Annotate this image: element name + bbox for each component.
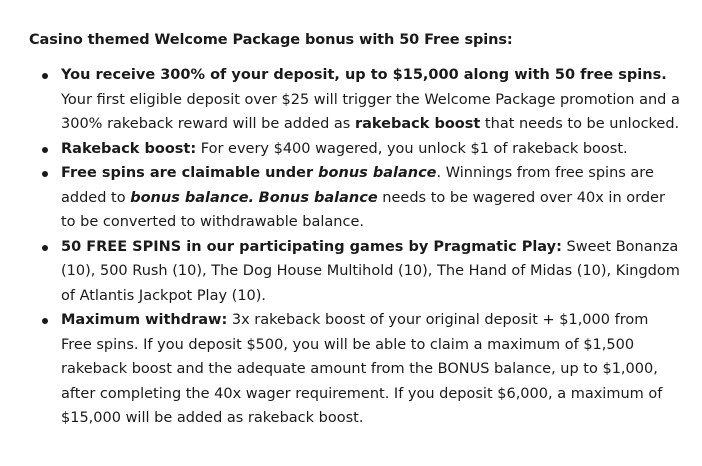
item-lead: Free spins are claimable under [61,165,319,181]
list-item-free-spins [29,161,681,235]
item-text: needs to be wagered over 40x in order to be converted to withdrawable balance. [61,189,665,230]
bullet-dot [42,318,48,324]
item-bold-italic-term: bonus balance. [130,189,255,206]
bullet-dot [42,147,48,153]
list-item-participating-games [29,235,681,309]
bullet-dot [42,245,48,251]
item-text: that needs to be unlocked. [480,116,680,132]
bullet-dot [42,171,48,177]
list-item-deposit-match [29,63,681,137]
list-item-rakeback-boost [29,137,681,162]
item-lead: You receive 300% of your deposit, up to $15,000 along with 50 free spins. [61,67,667,83]
section-heading: Casino themed Welcome Package bonus with 50 Free spins: [29,32,513,48]
item-text: For every $400 wagered, you unlock $1 of rakeback boost. [196,140,628,157]
item-bold-term: rakeback boost [354,116,481,132]
item-text: Sweet Bonanza (10), 500 Rush (10), The Dog House Multihold (10), The Hand of Midas (10), Kingdom of Atlantis Jackpot Play (10). [61,238,680,304]
item-lead: Rakeback boost: [61,140,197,157]
bullet-dot [42,73,48,79]
item-bold-italic-term: Bonus balance [258,189,378,206]
list-item-maximum-withdraw [29,308,681,431]
item-text: 3x rakeback boost of your original deposit + $1,000 from Free spins. If you deposit $500, you will be able to claim a maximum of $1,500 rakeback boost and the adequate amount from the BONUS balance, up to $1,000, after completing the 40x wager requirement. If you deposit $6,000, a maximum of $15,000 will be added as rakeback boost. [61,312,663,426]
item-lead: Maximum withdraw: [61,312,228,328]
item-lead: 50 FREE SPINS in our participating games by Pragmatic Play: [61,238,562,255]
item-lead-italic: bonus balance [318,165,437,181]
item-text: Your first eligible deposit over $25 will trigger the Welcome Package promotion and a 300% rakeback reward will be added as [61,91,680,132]
item-text: . Winnings from free spins are added to [61,165,654,206]
bonus-terms-list [29,63,689,431]
